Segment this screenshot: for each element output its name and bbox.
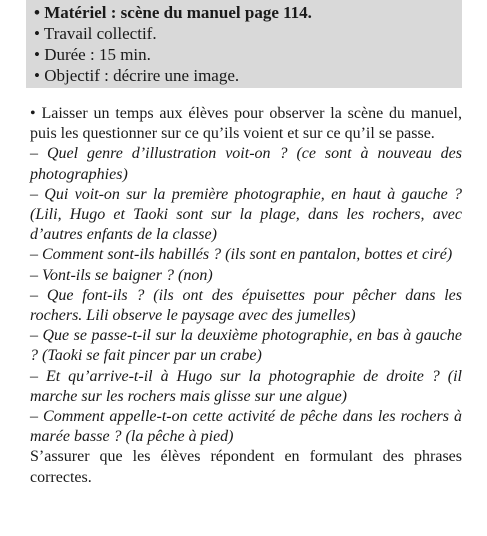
info-item-duree: • Durée : 15 min. (34, 44, 462, 65)
question-item: – Quel genre d’illustration voit-on ? (ce sont à nouveau des photographies) (30, 145, 462, 183)
question-item: – Comment sont-ils habillés ? (ils sont en pantalon, bottes et ciré) (30, 246, 453, 264)
question-item: – Que se passe-t-il sur la deuxième photographie, en bas à gauche ? (Taoki se fait pincer par un crabe) (30, 327, 462, 365)
question-item: – Comment appelle-t-on cette activité de pêche dans les rochers à marée basse ? (la pêche à pied) (30, 408, 462, 446)
question-item: – Vont-ils se baigner ? (non) (30, 266, 213, 284)
info-item-materiel: • Matériel : scène du manuel page 114. (34, 2, 462, 23)
instructions-body (30, 104, 462, 488)
question-item: – Qui voit-on sur la première photographie, en haut à gauche ? (Lili, Hugo et Taoki sont sur la plage, dans les rochers, avec d’autres enfants de la classe) (30, 185, 462, 244)
closing-paragraph: S’assurer que les élèves répondent en formulant des phrases correctes. (30, 448, 462, 486)
info-list (34, 2, 462, 86)
info-item-objectif: • Objectif : décrire une image. (34, 65, 462, 86)
intro-paragraph: • Laisser un temps aux élèves pour observer la scène du manuel, puis les questionner sur ce qu’ils voient et sur ce qu’il se passe. (30, 105, 462, 143)
info-item-travail: • Travail collectif. (34, 23, 462, 44)
question-item: – Que font-ils ? (ils ont des épuisettes pour pêcher dans les rochers. Lili observe le paysage avec des jumelles) (30, 286, 462, 325)
question-item: – Et qu’arrive-t-il à Hugo sur la photographie de droite ? (il marche sur les rochers mais glisse sur une algue) (30, 367, 462, 405)
info-box (26, 0, 462, 88)
